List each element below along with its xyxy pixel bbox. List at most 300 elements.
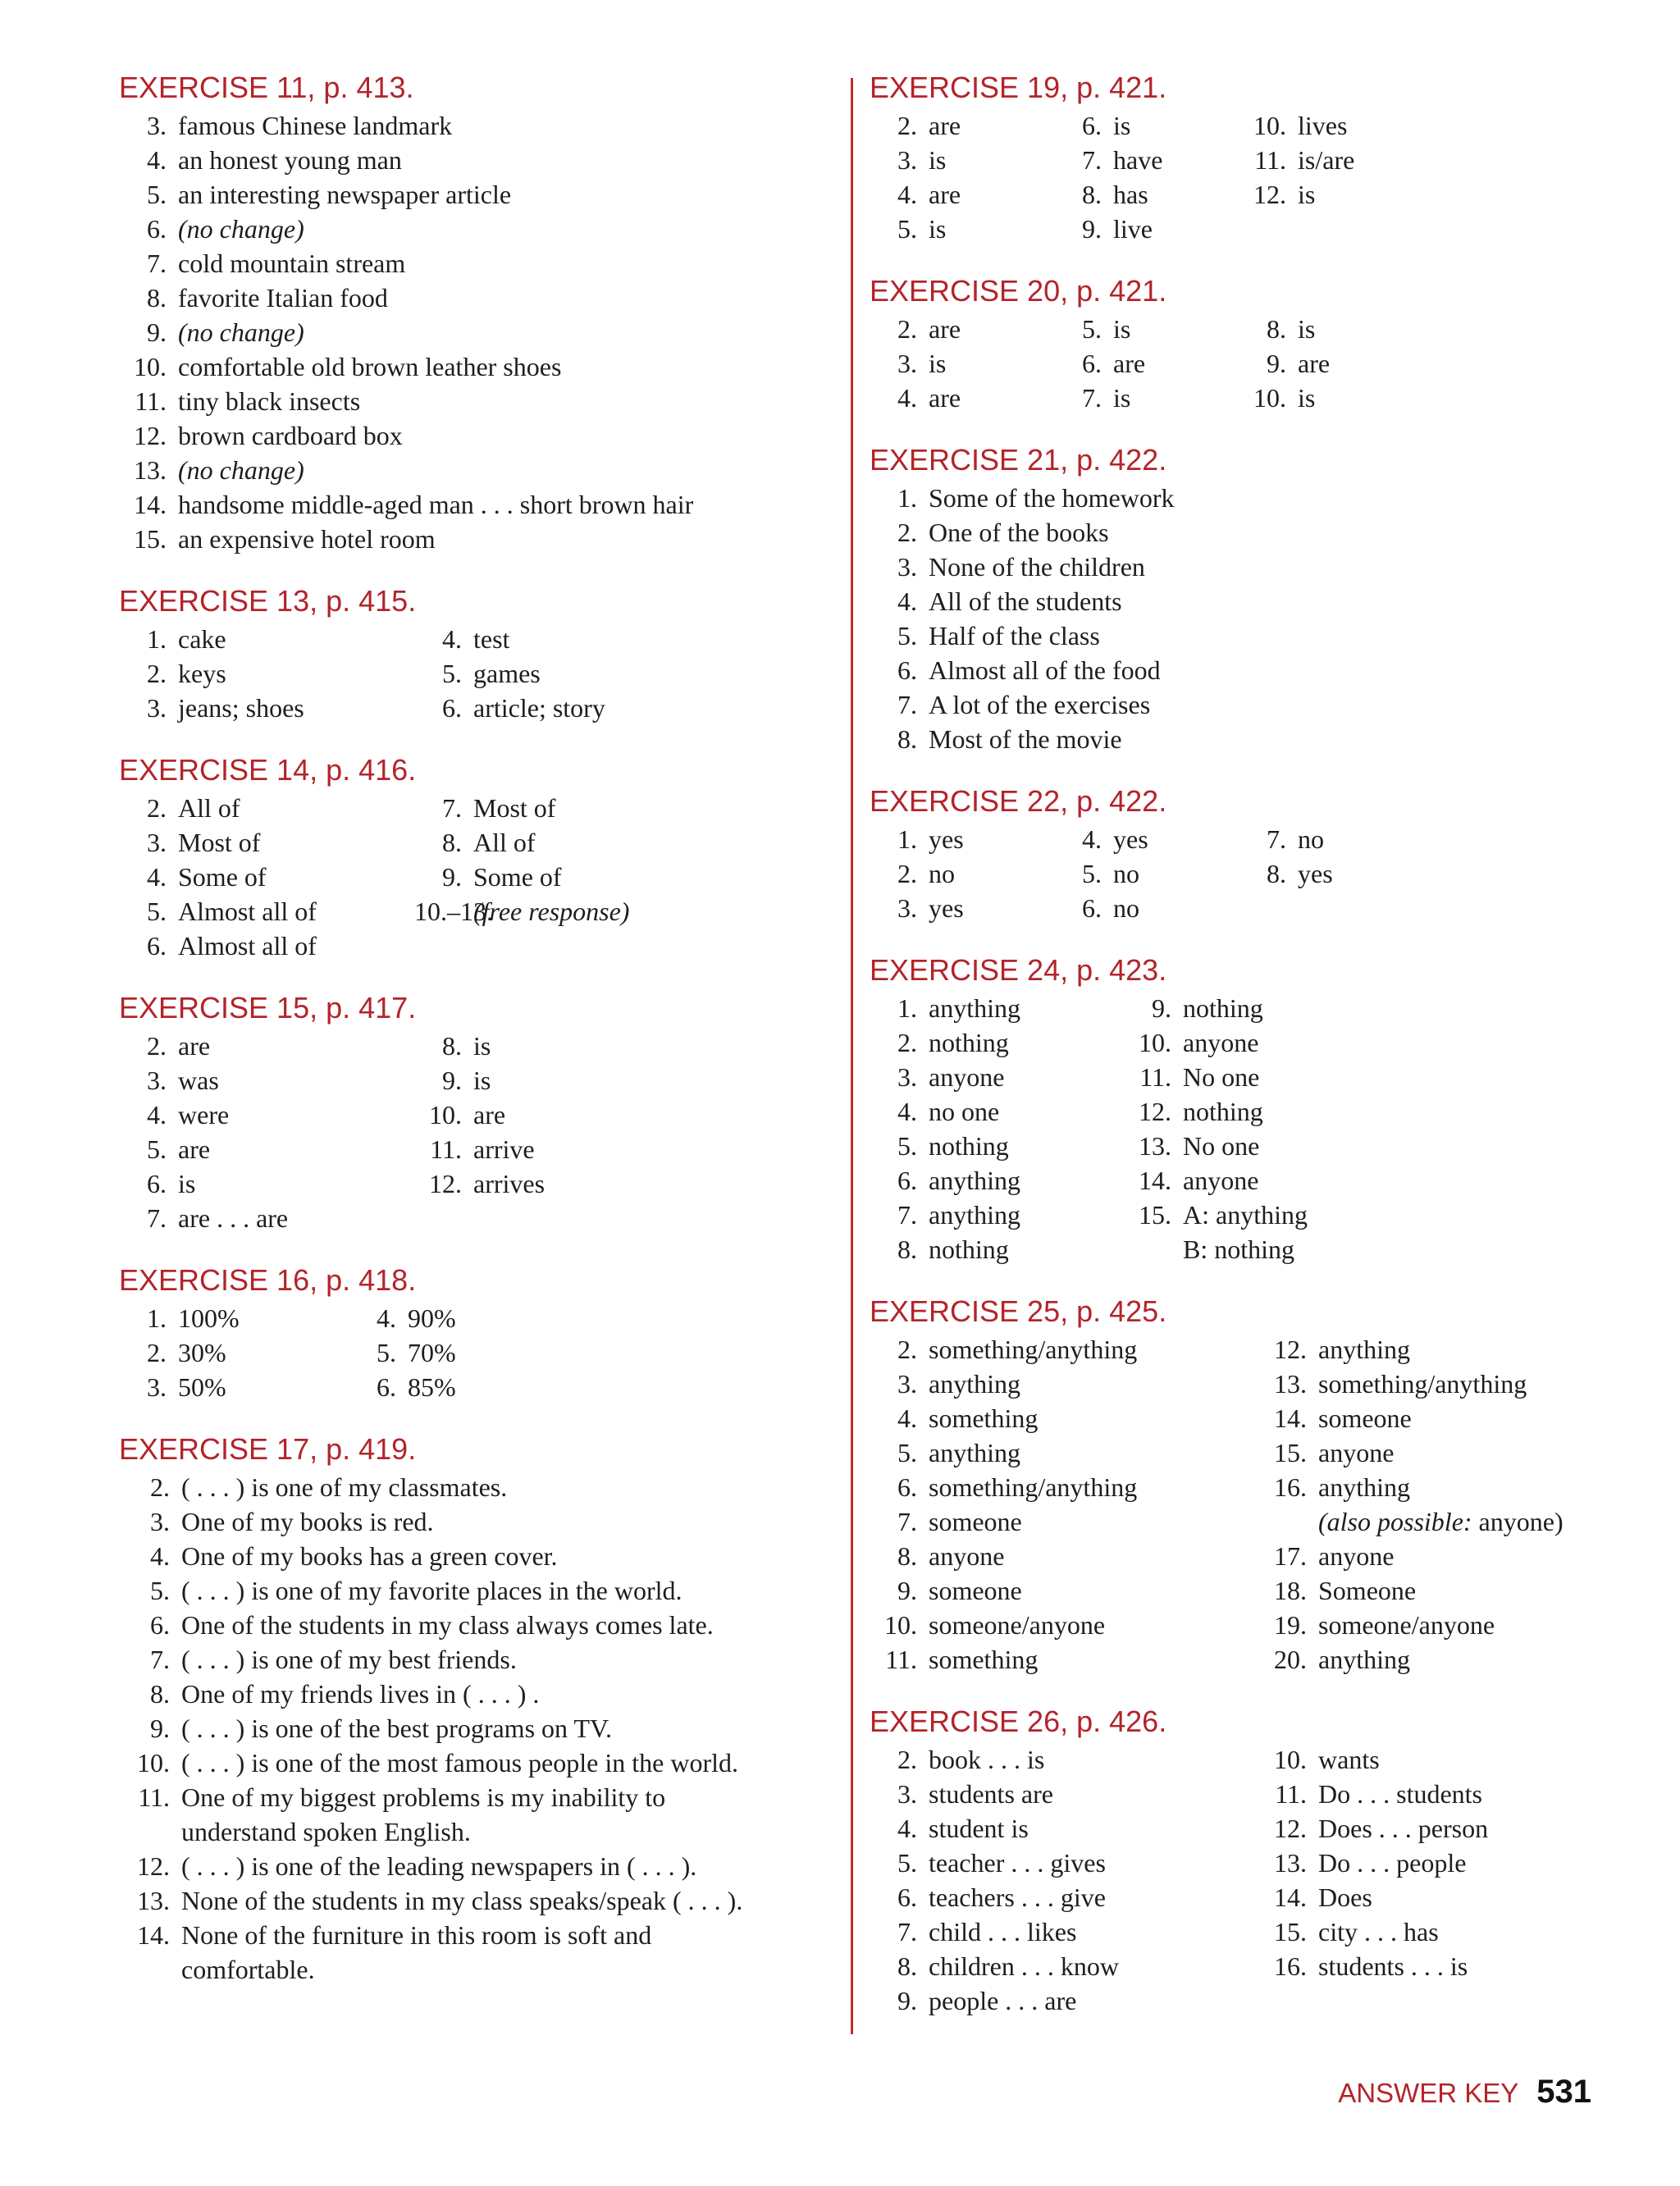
answer-column <box>1239 312 1452 415</box>
exercise-title: EXERCISE 13, p. 415. <box>119 584 417 618</box>
item-number: 3. <box>147 693 167 723</box>
answer-item <box>119 1370 349 1404</box>
item-number: 11. <box>1275 1779 1307 1809</box>
answer-item <box>870 1332 1259 1367</box>
item-number: 3. <box>897 1369 917 1399</box>
answer-item <box>1054 346 1239 381</box>
item-number: 11. <box>1254 145 1286 175</box>
answer-item <box>870 822 1054 856</box>
answer-item <box>119 281 841 315</box>
exercise-title: EXERCISE 11, p. 413. <box>119 71 414 104</box>
item-answer: teacher . . . gives <box>929 1848 1106 1878</box>
item-number: 4. <box>897 1814 917 1843</box>
item-number: 3. <box>147 1372 167 1402</box>
answer-item <box>119 656 414 691</box>
item-number: 6. <box>1082 349 1102 378</box>
item-number: 4. <box>150 1541 170 1571</box>
answer-item <box>1259 1880 1587 1914</box>
item-number: 4. <box>897 1403 917 1433</box>
answer-column <box>1259 1332 1620 1677</box>
item-number: 12. <box>137 1851 170 1881</box>
item-number: 1. <box>897 483 917 513</box>
item-answer: anything <box>929 1438 1020 1467</box>
item-number: 5. <box>147 897 167 926</box>
item-answer: yes <box>1113 824 1148 854</box>
answer-item <box>119 315 841 349</box>
item-number: 19. <box>1274 1610 1307 1640</box>
exercise-22 <box>870 781 1624 925</box>
item-answer: anything <box>1318 1335 1410 1364</box>
item-answer: are <box>929 314 961 344</box>
answer-item <box>119 791 414 825</box>
exercise-21 <box>870 440 1624 756</box>
item-number: 7. <box>150 1645 170 1674</box>
item-number: 10. <box>137 1748 170 1778</box>
item-number: 4. <box>897 1097 917 1126</box>
item-answer: are <box>929 180 961 209</box>
item-answer: someone/anyone <box>929 1610 1106 1640</box>
item-number: 8. <box>1267 859 1286 888</box>
item-answer: (no change) <box>178 317 304 347</box>
item-answer: live <box>1113 214 1153 244</box>
item-number: 7. <box>1267 824 1286 854</box>
item-answer: Most of the movie <box>929 724 1122 754</box>
item-answer: ( . . . ) is one of my classmates. <box>181 1472 508 1502</box>
answer-item <box>119 522 841 556</box>
exercise-14 <box>119 750 841 963</box>
item-answer: anyone <box>1183 1166 1259 1195</box>
item-number: 6. <box>150 1610 170 1640</box>
answer-item <box>870 346 1054 381</box>
answer-item <box>1054 177 1239 212</box>
exercise-15 <box>119 988 841 1235</box>
item-number: 5. <box>147 180 167 209</box>
answer-item <box>1239 346 1452 381</box>
exercise-title: EXERCISE 25, p. 425. <box>870 1294 1167 1328</box>
item-number: 11. <box>430 1134 462 1164</box>
item-number: 10. <box>1253 383 1286 413</box>
item-number: 2. <box>897 859 917 888</box>
item-answer: brown cardboard box <box>178 421 403 450</box>
item-answer: All of <box>178 793 240 823</box>
item-number: 7. <box>1082 383 1102 413</box>
exercise-title: EXERCISE 26, p. 426. <box>870 1705 1167 1738</box>
answer-item <box>119 1301 349 1335</box>
answer-item <box>119 1029 414 1063</box>
item-number: 3. <box>897 145 917 175</box>
answer-item <box>119 894 414 929</box>
item-answer: is <box>1298 180 1316 209</box>
answer-column <box>349 1301 578 1404</box>
item-number: 9. <box>442 1066 462 1095</box>
answer-item <box>1054 891 1239 925</box>
item-answer: has <box>1113 180 1148 209</box>
item-answer: Do . . . students <box>1318 1779 1482 1809</box>
item-number: 10. <box>1139 1028 1171 1057</box>
answer-item <box>119 1132 414 1166</box>
item-answer: someone <box>929 1507 1022 1536</box>
answer-item <box>1124 1163 1452 1198</box>
answer-item <box>349 1370 578 1404</box>
answer-item <box>119 1814 841 1849</box>
answer-column <box>870 991 1124 1266</box>
answer-item <box>1239 856 1452 891</box>
answer-item <box>414 1029 710 1063</box>
item-number: 7. <box>897 690 917 719</box>
answer-column <box>1054 108 1239 246</box>
item-answer: Some of <box>473 862 562 892</box>
item-number: 15. <box>1274 1917 1307 1946</box>
item-number: 3. <box>897 893 917 923</box>
item-answer: are <box>178 1134 211 1164</box>
item-number: 1. <box>897 993 917 1023</box>
answer-item <box>870 1573 1259 1608</box>
item-number: 15. <box>134 524 167 554</box>
answer-item <box>1259 1367 1620 1401</box>
item-answer: something/anything <box>929 1335 1138 1364</box>
item-number: 12. <box>1139 1097 1171 1126</box>
answer-item <box>119 1504 841 1539</box>
item-answer: ( . . . ) is one of the best programs on TV. <box>181 1714 612 1743</box>
item-number: 11. <box>885 1645 917 1674</box>
item-answer: is <box>1298 383 1316 413</box>
answer-item <box>870 1129 1124 1163</box>
item-number: 12. <box>1274 1814 1307 1843</box>
item-answer: students are <box>929 1779 1053 1809</box>
item-answer: One of my biggest problems is my inability to <box>181 1782 666 1812</box>
answer-item <box>349 1335 578 1370</box>
exercise-19 <box>870 67 1624 246</box>
item-answer: are <box>473 1100 506 1130</box>
exercise-title: EXERCISE 19, p. 421. <box>870 71 1167 104</box>
item-number: 5. <box>377 1338 396 1367</box>
item-number: 4. <box>442 624 462 654</box>
answer-column <box>119 1301 349 1404</box>
answer-item <box>119 177 841 212</box>
item-number: 14. <box>134 490 167 519</box>
item-answer: anything <box>929 1369 1020 1399</box>
answer-item <box>870 1914 1259 1949</box>
item-answer: anything <box>929 1200 1020 1230</box>
answer-item <box>870 1060 1124 1094</box>
item-answer: is <box>929 349 947 378</box>
answer-item <box>1124 1232 1452 1266</box>
item-number: 12. <box>1253 180 1286 209</box>
item-number: 8. <box>442 1031 462 1061</box>
item-number: 6. <box>442 693 462 723</box>
answer-item <box>1259 1539 1620 1573</box>
item-answer: have <box>1113 145 1163 175</box>
answer-item <box>414 894 742 929</box>
exercise-title: EXERCISE 14, p. 416. <box>119 753 417 787</box>
item-number: 1. <box>897 824 917 854</box>
answer-item <box>1054 312 1239 346</box>
item-number: 8. <box>442 828 462 857</box>
item-number: 6. <box>897 1472 917 1502</box>
item-number: 10. <box>134 352 167 381</box>
answer-item <box>414 622 710 656</box>
exercise-11 <box>119 67 841 556</box>
answer-item <box>1054 822 1239 856</box>
item-answer: anyone <box>1183 1028 1259 1057</box>
answer-item <box>870 1435 1259 1470</box>
item-number: 6. <box>897 1883 917 1912</box>
exercise-17 <box>119 1429 841 1987</box>
answer-item <box>119 929 414 963</box>
answer-item <box>119 1780 841 1814</box>
item-answer: A lot of the exercises <box>929 690 1151 719</box>
item-answer: people . . . are <box>929 1986 1077 2015</box>
item-number: 6. <box>147 1169 167 1198</box>
item-answer: an interesting newspaper article <box>178 180 512 209</box>
answer-item <box>1239 177 1452 212</box>
answer-item <box>119 1608 841 1642</box>
answer-item <box>1124 1094 1452 1129</box>
answer-item <box>414 825 742 860</box>
item-answer: is <box>1113 383 1131 413</box>
item-number: 3. <box>147 1066 167 1095</box>
item-number: 5. <box>442 659 462 688</box>
item-number: 7. <box>1082 145 1102 175</box>
exercise-24 <box>870 950 1624 1266</box>
item-answer: 90% <box>408 1303 456 1333</box>
item-answer: cold mountain stream <box>178 249 406 278</box>
item-answer: None of the students in my class speaks/speak ( . . . ). <box>181 1886 743 1915</box>
item-number: 8. <box>1267 314 1286 344</box>
answer-item <box>870 687 1624 722</box>
item-number: 10. <box>1274 1745 1307 1774</box>
answer-item <box>1124 1129 1452 1163</box>
item-answer: is <box>473 1066 491 1095</box>
item-answer: Someone <box>1318 1576 1417 1605</box>
item-answer: Most of <box>473 793 556 823</box>
item-number: 2. <box>897 1335 917 1364</box>
item-number: 3. <box>897 349 917 378</box>
item-answer: wants <box>1318 1745 1380 1774</box>
item-number: 9. <box>442 862 462 892</box>
item-number: 14. <box>137 1920 170 1950</box>
item-number: 8. <box>1082 180 1102 209</box>
item-number: 10. <box>1253 111 1286 140</box>
answer-column <box>119 791 414 963</box>
answer-item <box>870 1367 1259 1401</box>
exercise-title: EXERCISE 22, p. 422. <box>870 784 1167 818</box>
item-answer: ( . . . ) is one of my best friends. <box>181 1645 517 1674</box>
item-number: 9. <box>147 317 167 347</box>
item-number: 5. <box>897 1438 917 1467</box>
item-number: 15. <box>1139 1200 1171 1230</box>
answer-item <box>870 381 1054 415</box>
item-answer: Do . . . people <box>1318 1848 1467 1878</box>
answer-item <box>1259 1949 1587 1983</box>
answer-item <box>1259 1573 1620 1608</box>
answer-column <box>119 1029 414 1235</box>
item-number: 3. <box>897 1779 917 1809</box>
item-number: 13. <box>137 1886 170 1915</box>
item-number: 9. <box>1152 993 1171 1023</box>
answer-item <box>414 656 710 691</box>
answer-item <box>119 1883 841 1918</box>
answer-item <box>870 515 1624 550</box>
item-answer: Does . . . person <box>1318 1814 1489 1843</box>
item-answer: No one <box>1183 1062 1260 1092</box>
item-answer: 100% <box>178 1303 240 1333</box>
item-answer: (no change) <box>178 455 304 485</box>
page-footer <box>1338 2074 1591 2111</box>
item-answer: yes <box>1298 859 1333 888</box>
item-answer: Half of the class <box>929 621 1100 650</box>
answer-item <box>870 1642 1259 1677</box>
answer-item <box>119 1746 841 1780</box>
answer-item <box>1259 1608 1620 1642</box>
answer-column <box>870 312 1054 415</box>
item-answer: handsome middle-aged man . . . short brown hair <box>178 490 694 519</box>
item-answer: nothing <box>929 1234 1009 1264</box>
item-answer: One of my friends lives in ( . . . ) . <box>181 1679 540 1709</box>
answer-item <box>119 1539 841 1573</box>
item-number: 7. <box>897 1507 917 1536</box>
answer-column <box>1239 822 1452 925</box>
exercise-title: EXERCISE 20, p. 421. <box>870 274 1167 308</box>
item-answer: games <box>473 659 541 688</box>
item-answer: is <box>1298 314 1316 344</box>
item-number: 3. <box>897 552 917 582</box>
item-number: 7. <box>897 1917 917 1946</box>
item-answer: nothing <box>1183 993 1263 1023</box>
item-number: 15. <box>1274 1438 1307 1467</box>
item-number: 5. <box>897 1848 917 1878</box>
item-number: 3. <box>150 1507 170 1536</box>
answer-column <box>1124 991 1452 1266</box>
item-number: 16. <box>1274 1472 1307 1502</box>
item-number: 12. <box>429 1169 462 1198</box>
item-number: 2. <box>147 1031 167 1061</box>
answer-item <box>1239 822 1452 856</box>
item-answer: was <box>178 1066 219 1095</box>
exercise-26 <box>870 1701 1624 2018</box>
item-number: 6. <box>147 931 167 961</box>
answer-item <box>870 891 1054 925</box>
answer-item <box>1259 1811 1587 1846</box>
item-answer: anything <box>1318 1645 1410 1674</box>
item-answer: Almost all of the food <box>929 655 1161 685</box>
answer-item <box>414 1098 710 1132</box>
answer-item <box>870 1742 1259 1777</box>
answer-item <box>119 418 841 453</box>
answer-item <box>1054 143 1239 177</box>
answer-item <box>870 1983 1259 2018</box>
item-answer: favorite Italian food <box>178 283 388 313</box>
answer-item <box>119 622 414 656</box>
answer-item <box>870 312 1054 346</box>
item-number: 8. <box>147 283 167 313</box>
item-answer: Does <box>1318 1883 1372 1912</box>
answer-item <box>119 1201 414 1235</box>
item-number: 11. <box>1139 1062 1171 1092</box>
answer-item <box>119 143 841 177</box>
item-answer: someone <box>929 1576 1022 1605</box>
item-number: 3. <box>147 828 167 857</box>
item-number: 6. <box>897 1166 917 1195</box>
item-answer: no <box>1298 824 1324 854</box>
answer-item <box>1259 1914 1587 1949</box>
item-number: 8. <box>150 1679 170 1709</box>
item-answer: something <box>929 1645 1039 1674</box>
answer-item <box>1259 1332 1620 1367</box>
answer-item <box>119 108 841 143</box>
answer-item <box>1054 856 1239 891</box>
item-number: 8. <box>897 1234 917 1264</box>
item-number: 2. <box>897 518 917 547</box>
item-answer: One of the students in my class always comes late. <box>181 1610 714 1640</box>
item-number: 4. <box>1082 824 1102 854</box>
right-column <box>870 67 1624 2042</box>
item-answer: test <box>473 624 510 654</box>
item-answer: Most of <box>178 828 261 857</box>
answer-item <box>414 791 742 825</box>
item-answer: child . . . likes <box>929 1917 1077 1946</box>
item-answer: anyone <box>929 1062 1005 1092</box>
answer-item <box>119 825 414 860</box>
item-answer: an honest young man <box>178 145 402 175</box>
item-answer: No one <box>1183 1131 1260 1161</box>
item-answer: is <box>1113 314 1131 344</box>
item-number: 4. <box>147 862 167 892</box>
item-number: 9. <box>150 1714 170 1743</box>
item-number: 2. <box>897 111 917 140</box>
item-number: 9. <box>1267 349 1286 378</box>
left-column <box>119 67 841 2011</box>
item-number: 3. <box>897 1062 917 1092</box>
item-number: 4. <box>377 1303 396 1333</box>
item-number: 16. <box>1274 1951 1307 1981</box>
item-answer: nothing <box>929 1028 1009 1057</box>
item-answer: 85% <box>408 1372 456 1402</box>
item-answer: anyone <box>1318 1438 1395 1467</box>
item-number: 10. <box>884 1610 917 1640</box>
item-number: 2. <box>897 314 917 344</box>
answer-column <box>1259 1742 1587 2018</box>
item-number: 12. <box>134 421 167 450</box>
item-answer: A: anything <box>1183 1200 1308 1230</box>
item-answer: something/anything <box>929 1472 1138 1502</box>
answer-item <box>1124 1060 1452 1094</box>
item-answer: are <box>1298 349 1331 378</box>
answer-column <box>870 108 1054 246</box>
item-number: 8. <box>897 724 917 754</box>
item-answer: anyone <box>1318 1541 1395 1571</box>
item-answer: Some of the homework <box>929 483 1175 513</box>
answer-column <box>414 791 742 963</box>
item-answer: ( . . . ) is one of the leading newspapers in ( . . . ). <box>181 1851 697 1881</box>
item-answer: is <box>1113 111 1131 140</box>
item-answer: is <box>929 214 947 244</box>
answer-item <box>870 212 1054 246</box>
item-answer: comfortable old brown leather shoes <box>178 352 562 381</box>
item-answer: something/anything <box>1318 1369 1527 1399</box>
item-answer: no <box>1113 893 1139 923</box>
answer-item <box>414 1166 710 1201</box>
item-answer: (no change) <box>178 214 304 244</box>
item-answer: is <box>178 1169 196 1198</box>
item-number: 18. <box>1274 1576 1307 1605</box>
item-answer: is <box>929 145 947 175</box>
answer-item <box>119 1573 841 1608</box>
item-answer: 30% <box>178 1338 226 1367</box>
answer-column <box>870 1742 1259 2018</box>
item-number: 12. <box>1274 1335 1307 1364</box>
answer-item <box>1259 1642 1620 1677</box>
